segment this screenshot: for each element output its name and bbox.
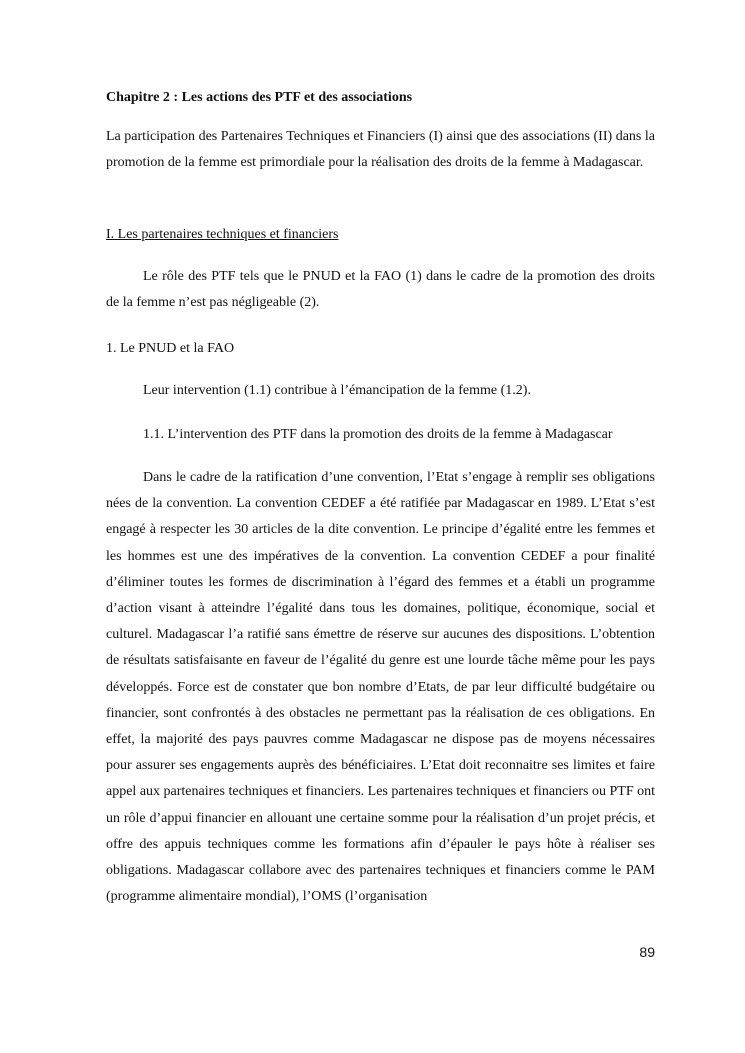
body-paragraph: Dans le cadre de la ratification d’une convention, l’Etat s’engage à remplir ses obligations nées de la convention. La convention CEDEF a été ratifiée par Madagascar en 1989. L’Etat s’est engagé à respecter les 30 articles de la dite convention. Le principe d’égalité entre les femmes et les hommes est une des impératives de la convention. La convention CEDEF a pour finalité d’éliminer toutes les formes de discrimination à l’égard des femmes et a établi un programme d’action visant à atteindre l’égalité dans tous les domaines, politique, économique, social et culturel. Madagascar l’a ratifié sans émettre de réserve sur aucunes des dispositions. L’obtention de résultats satisfaisante en faveur de l’égalité du genre est une lourde tâche même pour les pays développés. Force est de constater que bon nombre d’Etats, de par leur difficulté budgétaire ou financier, sont confrontés à des obstacles ne permettant pas la réalisation de ces obligations. En effet, la majorité des pays pauvres comme Madagascar ne dispose pas de moyens nécessaires pour assurer ses engagements auprès des bénéficiaires. L’Etat doit reconnaitre ses limites et faire appel aux partenaires techniques et financiers. Les partenaires techniques et financiers ou PTF ont un rôle d’appui financier en allouant une certaine somme pour la réalisation d’un projet précis, et offre des appuis techniques comme les formations afin d’épauler le pays hôte à réaliser ses obligations. Madagascar collabore avec des partenaires techniques et financiers comme le PAM (programme alimentaire mondial), l’OMS (l’organisation xyxy=(106,470,655,905)
section-1-title: I. Les partenaires techniques et financiers xyxy=(106,227,339,242)
chapter-title: Chapitre 2 : Les actions des PTF et des associations xyxy=(106,90,413,105)
section-1-intro: Le rôle des PTF tels que le PNUD et la FAO (1) dans le cadre de la promotion des droits de la femme n’est pas négligeable (2). xyxy=(106,269,655,311)
page-number: 89 xyxy=(639,944,655,960)
subsection-1-title: 1. Le PNUD et la FAO xyxy=(106,341,235,356)
subsection-1-intro: Leur intervention (1.1) contribue à l’émancipation de la femme (1.2). xyxy=(143,383,531,398)
subsection-1-1-title: 1.1. L’intervention des PTF dans la promotion des droits de la femme à Madagascar xyxy=(143,427,613,442)
intro-paragraph: La participation des Partenaires Techniques et Financiers (I) ainsi que des associations (II) dans la promotion de la femme est primordiale pour la réalisation des droits de la femme à Madagascar. xyxy=(106,129,655,171)
